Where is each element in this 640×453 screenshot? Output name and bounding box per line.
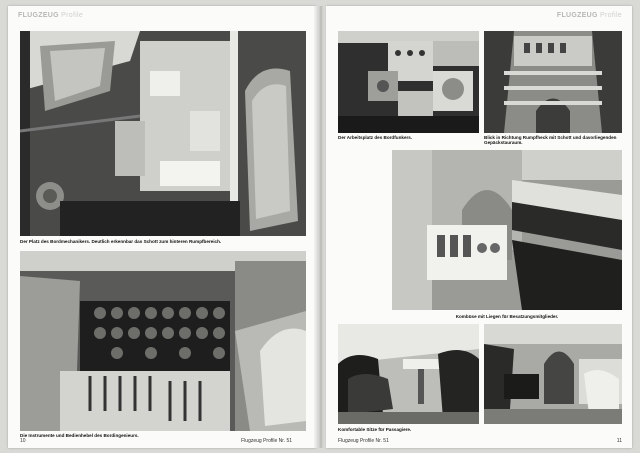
left-masthead [18, 12, 83, 19]
caption-rear-fuselage: Blick in Richtung Rumpfheck mit Schott und davorliegenden Gepäckstauraum. [484, 135, 617, 146]
right-masthead [557, 12, 622, 19]
left-page [8, 6, 316, 448]
right-masthead-suffix: Profile [600, 12, 622, 19]
left-masthead-brand: FLUGZEUG [18, 12, 59, 19]
left-footer-title: Flugzeug Profile Nr. 51 [241, 438, 292, 444]
right-page [326, 6, 632, 448]
photo-engineer-instruments [20, 251, 306, 431]
photo-galley-bunks [392, 150, 622, 310]
right-masthead-brand: FLUGZEUG [556, 12, 598, 19]
left-page-number: 10 [20, 438, 26, 444]
caption-radio-station: Der Arbeitsplatz des Bordfunkers. [338, 135, 413, 140]
photo-mechanic-station [20, 31, 306, 236]
caption-galley-bunks: Kombüse mit Liegen für Besatzungsmitglieder. [455, 314, 559, 319]
right-page-number: 11 [616, 438, 622, 444]
caption-mechanic-station: Der Platz des Bordmechanikers. Deutlich erkennbar das Schott zum hinteren Rumpfbereich. [20, 239, 222, 244]
photo-passenger-seats-right [484, 324, 622, 424]
photo-passenger-seats-left [338, 324, 479, 424]
photo-radio-station [338, 31, 479, 133]
caption-passenger-seats: Komfortable Sitze für Passagiere. [338, 427, 412, 432]
photo-rear-fuselage [484, 31, 622, 133]
left-masthead-suffix: Profile [61, 12, 84, 19]
caption-engineer-instruments: Die Instrumente und Bedienhebel des Bordingenieurs. [20, 433, 139, 438]
right-footer-title: Flugzeug Profile Nr. 51 [338, 438, 389, 444]
